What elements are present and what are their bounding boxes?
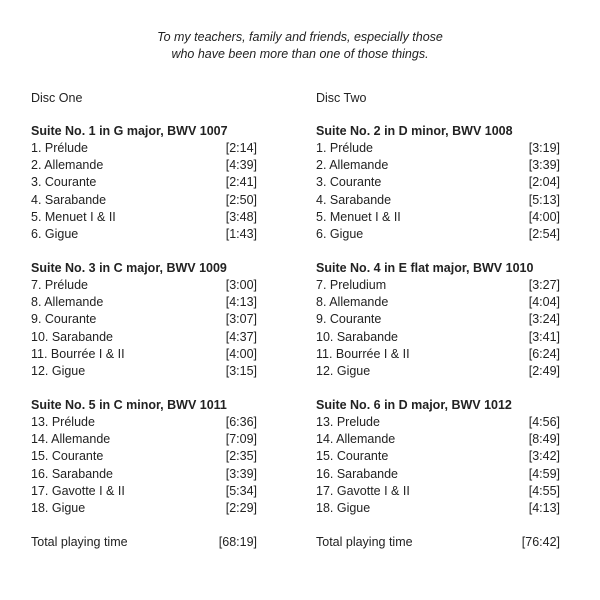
- track-name: 5. Menuet I & II: [316, 209, 401, 224]
- track-time: [3:24]: [528, 312, 560, 327]
- track-time: [2:50]: [225, 192, 257, 207]
- suite-block: [31, 397, 257, 517]
- track-row: [31, 192, 257, 209]
- track-row: [31, 431, 257, 448]
- track-time: [6:24]: [528, 346, 560, 361]
- track-row: [31, 294, 257, 311]
- track-row: [316, 294, 560, 311]
- track-time: [3:39]: [528, 158, 560, 173]
- track-row: [316, 174, 560, 191]
- dedication: [0, 29, 600, 63]
- track-row: [316, 414, 560, 431]
- track-name: 14. Allemande: [316, 432, 396, 447]
- track-name: 15. Courante: [31, 449, 104, 464]
- track-name: 4. Sarabande: [31, 192, 107, 207]
- track-name: 10. Sarabande: [31, 329, 114, 344]
- track-row: [31, 414, 257, 431]
- suite-title: Suite No. 6 in D major, BWV 1012: [316, 398, 512, 412]
- track-name: 12. Gigue: [31, 363, 86, 378]
- track-time: [4:59]: [528, 466, 560, 481]
- track-name: 13. Prelude: [316, 415, 380, 429]
- track-name: 18. Gigue: [316, 500, 371, 515]
- track-time: [7:09]: [225, 432, 257, 447]
- suite-title: Suite No. 1 in G major, BWV 1007: [31, 124, 228, 138]
- track-row: [31, 209, 257, 226]
- track-time: [2:54]: [528, 226, 560, 241]
- total-playing-time: [31, 534, 257, 551]
- track-time: [3:42]: [528, 449, 560, 464]
- track-row: [31, 448, 257, 465]
- track-name: 1. Prélude: [31, 141, 88, 155]
- track-time: [3:39]: [225, 466, 257, 481]
- suite-title: Suite No. 2 in D minor, BWV 1008: [316, 124, 513, 138]
- track-name: 15. Courante: [316, 449, 389, 464]
- track-row: [316, 329, 560, 346]
- track-row: [31, 483, 257, 500]
- track-name: 10. Sarabande: [316, 329, 399, 344]
- total-label: Total playing time: [316, 535, 413, 549]
- track-row: [31, 277, 257, 294]
- track-name: 12. Gigue: [316, 363, 371, 378]
- track-time: [2:49]: [528, 363, 560, 378]
- track-name: 8. Allemande: [31, 295, 104, 310]
- track-name: 5. Menuet I & II: [31, 209, 116, 224]
- track-row: [316, 226, 560, 243]
- track-name: 16. Sarabande: [31, 466, 114, 481]
- track-name: 8. Allemande: [316, 295, 389, 310]
- track-time: [2:41]: [225, 175, 257, 190]
- track-time: [3:07]: [225, 312, 257, 327]
- suite-title: Suite No. 3 in C major, BWV 1009: [31, 261, 227, 275]
- track-row: [316, 466, 560, 483]
- track-row: [316, 363, 560, 380]
- track-name: 2. Allemande: [316, 158, 389, 173]
- total-time: [68:19]: [218, 535, 257, 549]
- track-row: [316, 277, 560, 294]
- track-row: [31, 140, 257, 157]
- disc-title: Disc One: [31, 91, 83, 105]
- track-name: 3. Courante: [31, 175, 97, 190]
- track-name: 11. Bourrée I & II: [31, 346, 125, 361]
- track-name: 2. Allemande: [31, 158, 104, 173]
- track-row: [31, 346, 257, 363]
- track-name: 9. Courante: [31, 312, 97, 327]
- track-row: [31, 157, 257, 174]
- track-time: [1:43]: [225, 226, 257, 241]
- track-name: 18. Gigue: [31, 500, 86, 515]
- track-name: 4. Sarabande: [316, 192, 392, 207]
- track-name: 16. Sarabande: [316, 466, 399, 481]
- track-time: [4:37]: [225, 329, 257, 344]
- disc-two: [316, 90, 560, 549]
- track-row: [31, 466, 257, 483]
- total-playing-time: [316, 534, 560, 551]
- track-time: [4:56]: [528, 415, 560, 429]
- track-row: [31, 174, 257, 191]
- suite-block: [316, 123, 560, 243]
- suite-block: [316, 260, 560, 380]
- track-time: [4:55]: [528, 483, 560, 498]
- track-time: [3:41]: [528, 329, 560, 344]
- total-label: Total playing time: [31, 535, 128, 549]
- track-time: [4:13]: [225, 295, 257, 310]
- track-name: 11. Bourrée I & II: [316, 346, 410, 361]
- track-time: [3:48]: [225, 209, 257, 224]
- track-name: 9. Courante: [316, 312, 382, 327]
- track-row: [316, 500, 560, 517]
- track-row: [31, 311, 257, 328]
- track-row: [316, 448, 560, 465]
- track-time: [4:13]: [528, 500, 560, 515]
- suite-title: Suite No. 4 in E flat major, BWV 1010: [316, 261, 534, 275]
- track-row: [316, 346, 560, 363]
- track-time: [2:29]: [225, 500, 257, 515]
- track-time: [5:34]: [225, 483, 257, 498]
- track-time: [8:49]: [528, 432, 560, 447]
- suite-block: [316, 397, 560, 517]
- track-row: [316, 209, 560, 226]
- track-time: [3:00]: [225, 278, 257, 292]
- track-row: [316, 483, 560, 500]
- disc-title: Disc Two: [316, 91, 367, 105]
- track-row: [316, 192, 560, 209]
- track-row: [31, 329, 257, 346]
- dedication-line-1: To my teachers, family and friends, especially those: [157, 30, 443, 44]
- dedication-line-2: who have been more than one of those things.: [171, 47, 429, 61]
- track-time: [3:15]: [225, 363, 257, 378]
- track-row: [31, 363, 257, 380]
- total-time: [76:42]: [521, 535, 560, 549]
- suite-block: [31, 260, 257, 380]
- track-name: 7. Prélude: [31, 278, 88, 292]
- track-name: 7. Preludium: [316, 278, 387, 292]
- track-time: [4:00]: [528, 209, 560, 224]
- track-row: [31, 226, 257, 243]
- track-time: [2:14]: [225, 141, 257, 155]
- track-row: [316, 311, 560, 328]
- suite-block: [31, 123, 257, 243]
- track-row: [316, 157, 560, 174]
- track-name: 13. Prélude: [31, 415, 95, 429]
- track-row: [31, 500, 257, 517]
- track-time: [5:13]: [528, 192, 560, 207]
- track-row: [316, 140, 560, 157]
- track-name: 6. Gigue: [316, 226, 364, 241]
- track-time: [4:39]: [225, 158, 257, 173]
- track-name: 17. Gavotte I & II: [31, 483, 125, 498]
- suite-title: Suite No. 5 in C minor, BWV 1011: [31, 398, 227, 412]
- track-name: 14. Allemande: [31, 432, 111, 447]
- track-time: [3:27]: [528, 278, 560, 292]
- track-name: 1. Prélude: [316, 141, 373, 155]
- track-time: [4:04]: [528, 295, 560, 310]
- track-name: 3. Courante: [316, 175, 382, 190]
- track-time: [2:04]: [528, 175, 560, 190]
- track-time: [3:19]: [528, 141, 560, 155]
- track-time: [4:00]: [225, 346, 257, 361]
- track-name: 17. Gavotte I & II: [316, 483, 410, 498]
- track-row: [316, 431, 560, 448]
- track-time: [6:36]: [225, 415, 257, 429]
- track-time: [2:35]: [225, 449, 257, 464]
- disc-one: [31, 90, 257, 549]
- track-name: 6. Gigue: [31, 226, 79, 241]
